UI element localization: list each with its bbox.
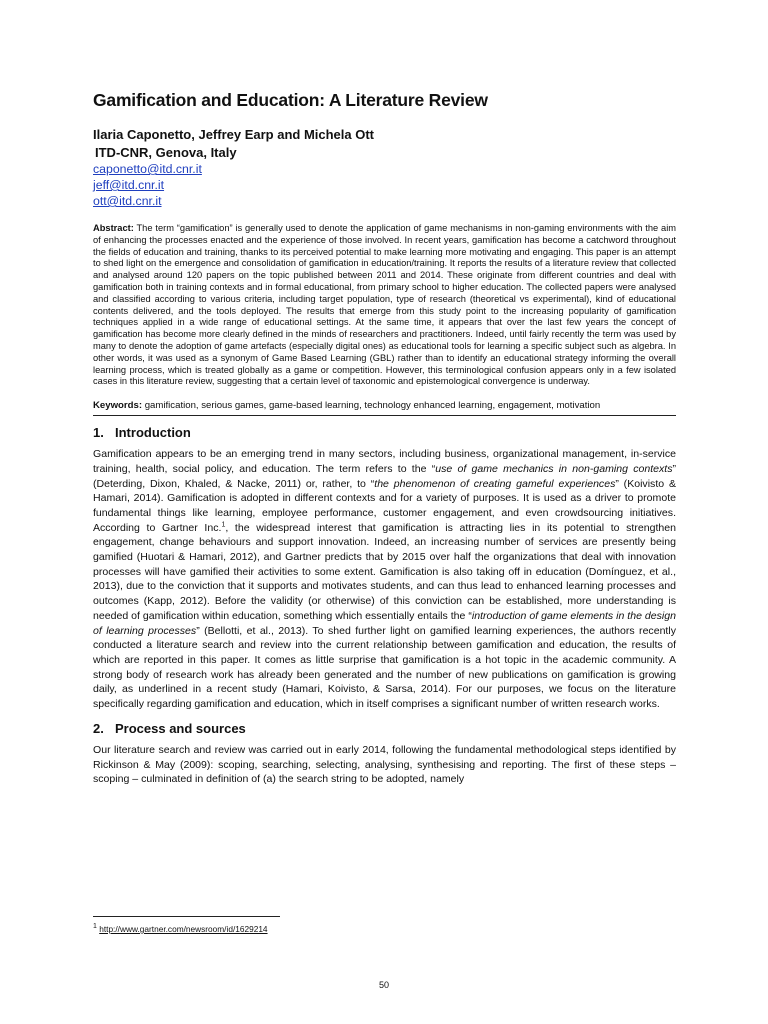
footnote-mark: 1 [93, 923, 97, 931]
paper-page [93, 88, 676, 787]
affiliation: ITD-CNR, Genova, Italy [95, 145, 237, 160]
text-run: ” (Deterding, Dixon, Khaled, & Nacke, 2011) or, rather, to “ [93, 462, 676, 490]
footnote-link[interactable]: http://www.gartner.com/newsroom/id/1629214 [99, 924, 268, 934]
abstract-text: The term “gamification” is generally used to denote the application of game mechanisms in non-gaming environments with the aim of enhancing the processes enacted and the experience of those involved. In recent years, gamification has become a catchword throughout the fields of education and training, thanks to its perceived potential to make learning more motivating and engaging. This paper is an attempt to shed light on the emergence and consolidation of gamification in education/training. It reports the results of a literature review that collected and analysed around 120 papers on the topic published between 2011 and 2014. These originate from different countries and deal with gamification both in training contexts and in formal educational, from primary school to higher education. The collected papers were analysed and classified according to various criteria, including target population, type of research (theoretical vs experimental), kind of educational contents delivered, and the tools deployed. The results that emerge from this study point to the increasing popularity of gamification techniques applied in a wide range of educational settings. At the same time, it appears that over the last few years the concept of gamification has become more clearly defined in the minds of researchers and practitioners. Indeed, until fairly recently the term was used by many to denote the adoption of game artefacts (especially digital ones) as educational tools for learning a specific subject such as algebra. In other words, it was used as a synonym of Game Based Learning (GBL) rather than to identify an educational strategy informing the overall learning process, which is treated globally as a game or competition. However, this terminological confusion appears only in a few isolated cases in this literature review, suggesting that a certain level of taxonomic and epistemological convergence is underway. [93, 223, 677, 387]
text-run: Gamification appears to be an emerging trend in many sectors, including business, organizational management, in-service training, health, social policy, and education. The term refers to the “ [93, 448, 676, 475]
footnote-divider [93, 916, 280, 917]
section-title: Process and sources [115, 720, 246, 736]
keywords-text: gamification, serious games, game-based learning, technology enhanced learning, engagement, motivation [144, 400, 601, 412]
section-heading-introduction [93, 424, 676, 441]
email-link-ott[interactable]: ott@itd.cnr.it [93, 194, 162, 208]
text-run: ” (Bellotti, et al., 2013). To shed further light on gamified learning experiences, the authors recently conducted a literature search and review into the current relationship between gamification and education, the results of which are reported in this paper. It comes as little surprise that gamification is a hot topic in the academic community. A strong body of research work has already been generated and the number of new publications on gamification is growing daily, as underlined in a recent study (Hamari, Koivisto, & Sarsa, 2014). For our purposes, we focus on the literature specifically regarding gamification and education, which in itself comprises a significant number of written research works. [93, 624, 676, 711]
paper-title: Gamification and Education: A Literature Review [93, 90, 488, 110]
section-number: 1. [93, 425, 104, 441]
process-paragraph: Our literature search and review was carried out in early 2014, following the fundamental methodological steps identified by Rickinson & May (2009): scoping, searching, selecting, analysing, synthesising and reporting. The first of these steps – scoping – culminated in definition of (a) the search string to be adopted, namely [93, 743, 676, 786]
page-number: 50 [378, 980, 389, 990]
author-list: Ilaria Caponetto, Jeffrey Earp and Michela Ott [93, 127, 375, 142]
email-link-caponetto[interactable]: caponetto@itd.cnr.it [93, 162, 202, 176]
italic-quote: the phenomenon of creating gameful experiences [374, 477, 616, 490]
text-run: , the widespread interest that gamification is attracting lies in its potential to strengthen engagement, change behaviours and support innovation. Indeed, an increasing number of services are presently being gamified (Huotari & Hamari, 2012), and Gartner predicts that by 2015 over half the organizations that deal with innovation processes will have gamified their activities to some extent. Gamification is also taking off in education (Domínguez, et al., 2013), due to the conviction that it supports and motivates students, and can thus lead to enhanced learning processes and outcomes (Kapp, 2012). Before the validity (or otherwise) of this conviction can be established, more understanding is needed of gamification within education, something which essentially entails the “ [93, 521, 676, 622]
keywords-label: Keywords: [93, 400, 143, 412]
abstract [93, 223, 676, 388]
footnote [93, 924, 268, 934]
section-title: Introduction [115, 425, 191, 441]
italic-quote: introduction of game elements in the design of learning processes [93, 609, 676, 637]
abstract-label: Abstract: [93, 223, 134, 233]
introduction-paragraph [93, 447, 676, 712]
section-heading-process [93, 720, 676, 737]
footnote-reference[interactable]: 1 [221, 521, 226, 529]
email-link-earp[interactable]: jeff@itd.cnr.it [93, 178, 165, 192]
text-run: ” (Koivisto & Hamari, 2014). Gamification is adopted in different contexts and for a variety of purposes. It is used as a driver to promote fundamental things like learning, employee performance, customer engagement, and even crowdsourcing initiatives. According to Gartner Inc. [93, 477, 676, 534]
italic-quote: use of game mechanics in non-gaming contexts [435, 462, 673, 475]
keywords [93, 400, 676, 416]
section-number: 2. [93, 720, 104, 736]
